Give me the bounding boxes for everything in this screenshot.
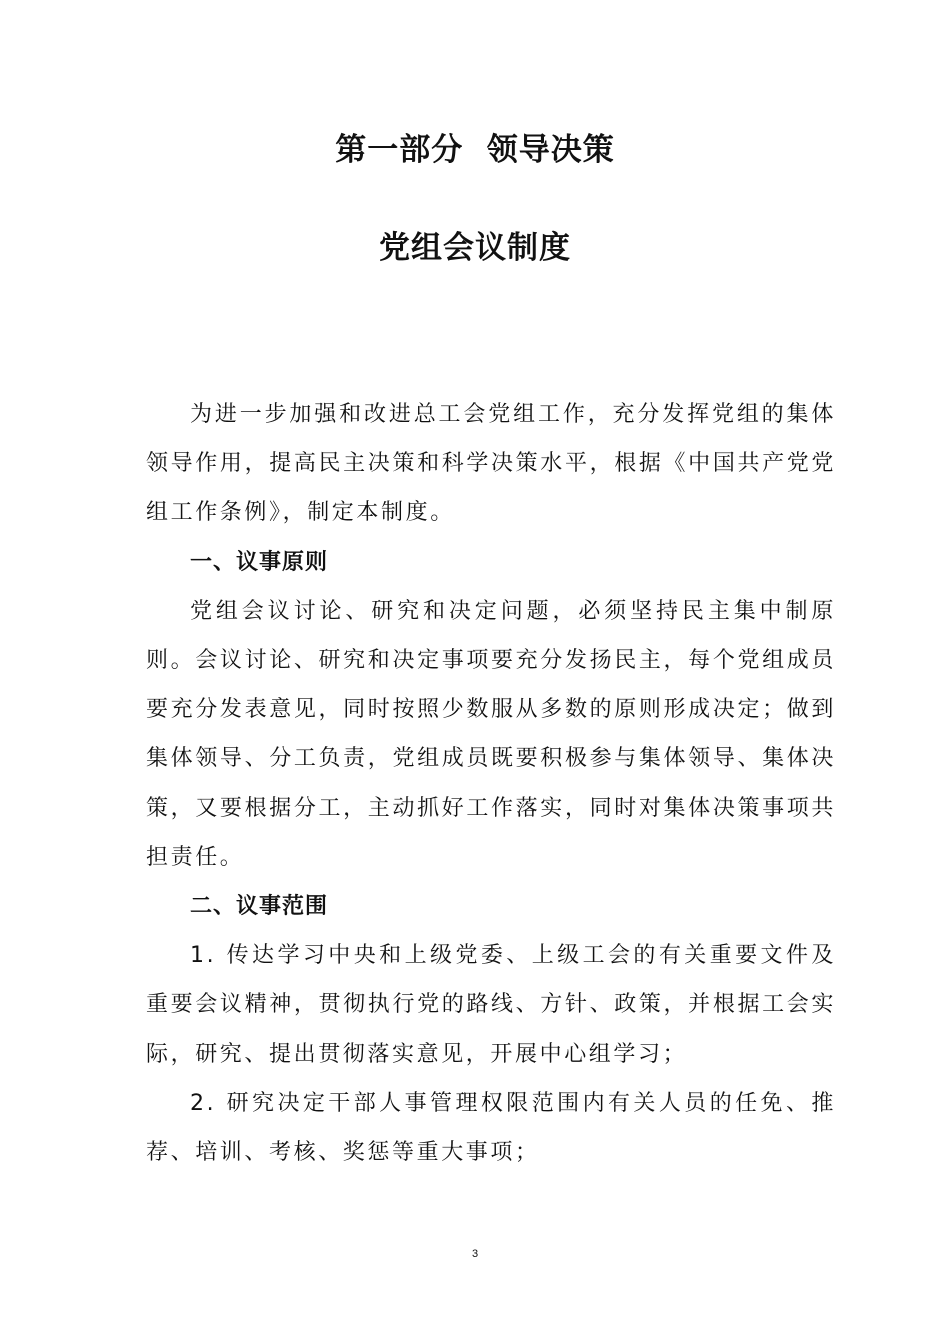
document-body bbox=[146, 390, 836, 1177]
section-heading-principles: 一、议事原则 bbox=[190, 549, 329, 575]
principles-paragraph: 党组会议讨论、研究和决定问题，必须坚持民主集中制原则。会议讨论、研究和决定事项要充分发扬民主，每个党组成员要充分发表意见，同时按照少数服从多数的原则形成决定；做到集体领导、分工负责，党组成员既要积极参与集体领导、集体决策，又要根据分工，主动抓好工作落实，同时对集体决策事项共担责任。 bbox=[146, 598, 836, 870]
scope-item-1: 1. 传达学习中央和上级党委、上级工会的有关重要文件及重要会议精神，贯彻执行党的路线、方针、政策，并根据工会实际，研究、提出贯彻落实意见，开展中心组学习； bbox=[146, 943, 836, 1067]
section-heading-scope: 二、议事范围 bbox=[190, 894, 329, 920]
page-number: 3 bbox=[471, 1248, 479, 1260]
part-title: 第一部分 领导决策 bbox=[335, 132, 615, 168]
document-title: 党组会议制度 bbox=[379, 230, 571, 266]
intro-paragraph: 为进一步加强和改进总工会党组工作，充分发挥党组的集体领导作用，提高民主决策和科学决策水平，根据《中国共产党党组工作条例》，制定本制度。 bbox=[146, 402, 836, 526]
scope-item-2: 2. 研究决定干部人事管理权限范围内有关人员的任免、推荐、培训、考核、奖惩等重大事项； bbox=[146, 1090, 836, 1166]
